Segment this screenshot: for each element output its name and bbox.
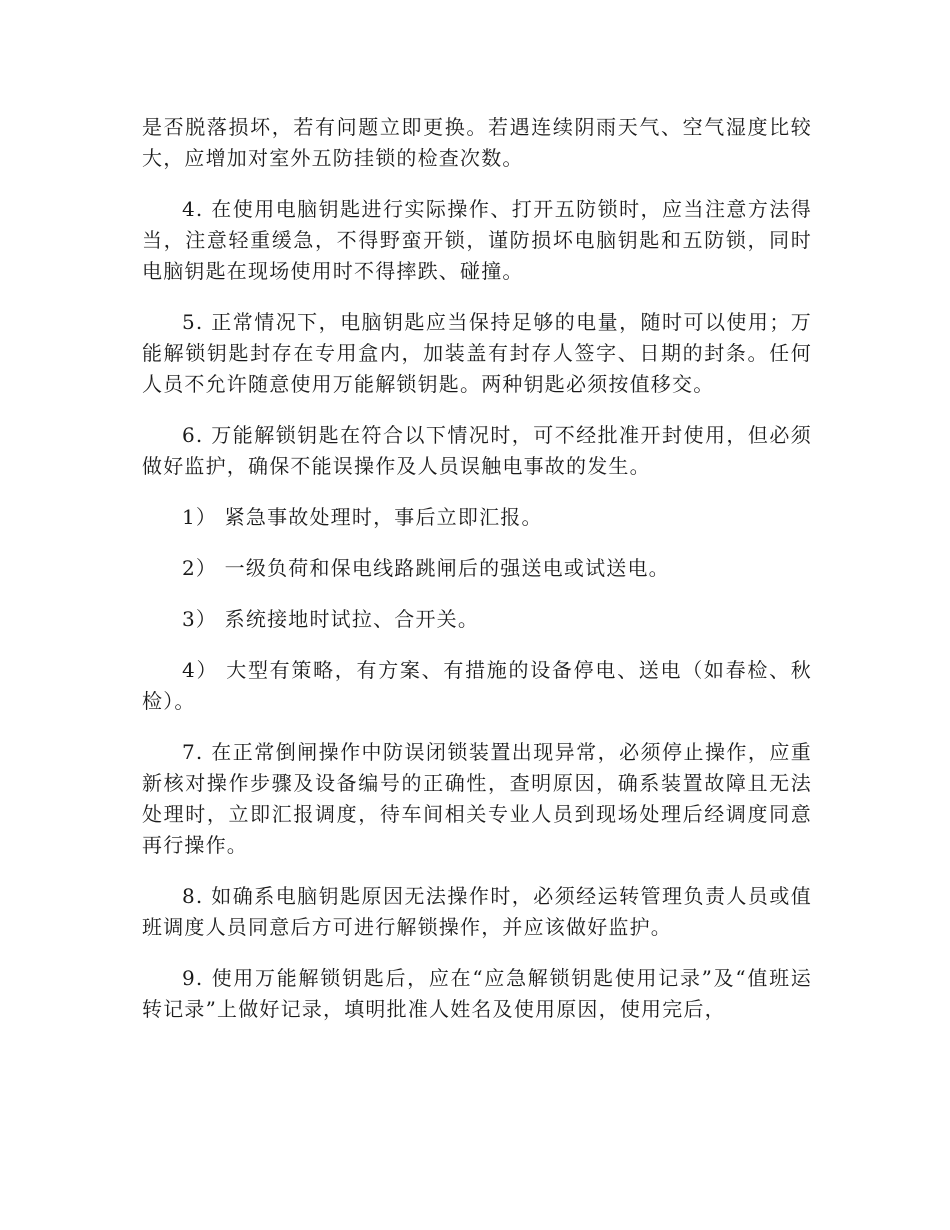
- paragraph-item-8: 8. 如确系电脑钥匙原因无法操作时，必须经运转管理负责人员或值班调度人员同意后方可进行解锁操作，并应该做好监护。: [142, 884, 812, 939]
- paragraph-item-5: 5. 正常情况下，电脑钥匙应当保持足够的电量，随时可以使用；万能解锁钥匙封存在专用盒内，加装盖有封存人签字、日期的封条。任何人员不允许随意使用万能解锁钥匙。两种钥匙必须按值移交。: [142, 310, 812, 396]
- sub-item-3: 3） 系统接地时试拉、合开关。: [182, 607, 480, 631]
- sub-item-1: 1） 紧急事故处理时，事后立即汇报。: [182, 505, 543, 529]
- paragraph-item-4: 4. 在使用电脑钥匙进行实际操作、打开五防锁时，应当注意方法得当，注意轻重缓急，不得野蛮开锁，谨防损坏电脑钥匙和五防锁，同时电脑钥匙在现场使用时不得摔跌、碰撞。: [142, 197, 812, 283]
- paragraph-item-6: 6. 万能解锁钥匙在符合以下情况时，可不经批准开封使用，但必须做好监护，确保不能误操作及人员误触电事故的发生。: [142, 423, 812, 478]
- paragraph-item-7: 7. 在正常倒闸操作中防误闭锁装置出现异常，必须停止操作，应重新核对操作步骤及设备编号的正确性，查明原因，确系装置故障且无法处理时，立即汇报调度，待车间相关专业人员到现场处理后经调度同意再行操作。: [142, 740, 812, 857]
- document-body: [142, 112, 812, 1045]
- paragraph-continuation: 是否脱落损坏，若有问题立即更换。若遇连续阴雨天气、空气湿度比较大，应增加对室外五防挂锁的检查次数。: [142, 115, 812, 170]
- paragraph-item-9: 9. 使用万能解锁钥匙后，应在“应急解锁钥匙使用记录”及“值班运转记录”上做好记录，填明批准人姓名及使用原因，使用完后，: [142, 966, 812, 1021]
- sub-item-4: 4） 大型有策略，有方案、有措施的设备停电、送电（如春检、秋检）。: [142, 658, 812, 713]
- sub-item-2: 2） 一级负荷和保电线路跳闸后的强送电或试送电。: [182, 556, 670, 580]
